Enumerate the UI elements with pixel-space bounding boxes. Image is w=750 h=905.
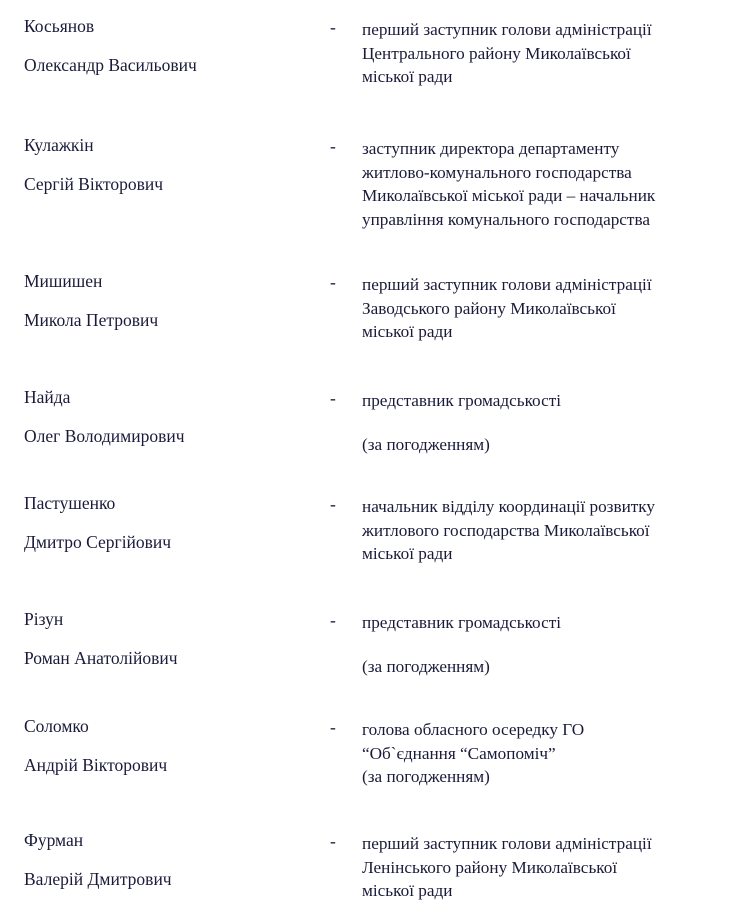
role-line: перший заступник голови адміністрації [362,275,652,294]
role-line: Заводського району Миколаївської [362,298,616,318]
person-name-cell [0,832,330,888]
role-line: перший заступник голови адміністрації [362,834,652,853]
person-name-cell [0,137,330,193]
separator-dash [330,832,362,852]
person-name-cell [0,611,330,667]
person-name-cell [0,273,330,329]
person-surname: Мишишен [24,271,103,291]
person-given-name: Микола Петрович [24,309,159,330]
person-surname: Кулажкін [24,135,94,155]
separator-dash [330,718,362,738]
person-surname: Пастушенко [24,493,116,513]
dash-glyph: - [330,494,336,514]
person-name-cell [0,18,330,74]
role-line: міської ради [362,322,453,341]
person-role-cell [362,273,750,344]
role-line: міської ради [362,544,453,563]
role-note [362,655,730,679]
role-description [362,611,730,635]
role-line: управління комунального господарства [362,209,650,229]
role-line: Ленінського району Миколаївської [362,857,618,877]
person-role-cell [362,611,750,678]
list-item [0,137,750,231]
person-role-cell [362,18,750,89]
person-given-name: Дмитро Сергійович [24,531,172,552]
role-description [362,495,730,566]
dash-glyph: - [330,272,336,292]
list-item [0,832,750,903]
dash-glyph: - [330,17,336,37]
person-name-cell [0,495,330,551]
dash-glyph: - [330,831,336,851]
person-role-cell [362,495,750,566]
role-note-line: (за погодженням) [362,434,490,454]
role-line: міської ради [362,67,453,86]
role-line: Миколаївської міської ради – начальник [362,186,656,205]
person-role-cell [362,832,750,903]
dash-glyph: - [330,136,336,156]
person-given-name: Олег Володимирович [24,425,185,446]
role-note-line: (за погодженням) [362,656,490,676]
role-note [362,433,730,457]
separator-dash [330,389,362,409]
role-line: перший заступник голови адміністрації [362,20,652,39]
person-given-name: Сергій Вікторович [24,173,164,194]
dash-glyph: - [330,610,336,630]
dash-glyph: - [330,717,336,737]
person-surname: Косьянов [24,16,95,36]
role-description [362,832,730,903]
person-role-cell [362,389,750,456]
person-role-cell [362,137,750,231]
role-line: “Об`єднання “Самопоміч” [362,743,556,763]
role-line: (за погодженням) [362,767,490,786]
dash-glyph: - [330,388,336,408]
person-role-cell [362,718,750,789]
role-line: Центрального району Миколаївської [362,43,631,63]
role-description [362,18,730,89]
role-line: начальник відділу координації розвитку [362,497,655,516]
separator-dash [330,273,362,293]
role-line: голова обласного осередку ГО [362,720,585,739]
list-item [0,273,750,344]
role-line: представник громадськості [362,613,561,632]
separator-dash [330,611,362,631]
role-description [362,273,730,344]
list-item [0,718,750,789]
separator-dash [330,495,362,515]
role-description [362,137,730,231]
person-given-name: Олександр Васильович [24,54,197,75]
list-item [0,611,750,678]
role-line: представник громадськості [362,391,561,410]
role-line: заступник директора департаменту [362,139,620,158]
role-description [362,389,730,413]
person-given-name: Роман Анатолійович [24,647,178,668]
separator-dash [330,18,362,38]
person-given-name: Андрій Вікторович [24,754,168,775]
role-line: житлово-комунального господарства [362,162,632,182]
person-surname: Соломко [24,716,89,736]
role-description [362,718,730,789]
person-name-cell [0,718,330,774]
list-item [0,18,750,89]
list-item [0,389,750,456]
separator-dash [330,137,362,157]
person-surname: Найда [24,387,71,407]
role-line: житлового господарства Миколаївської [362,520,650,540]
person-surname: Різун [24,609,64,629]
role-line: міської ради [362,881,453,900]
person-surname: Фурман [24,830,84,850]
person-name-cell [0,389,330,445]
list-item [0,495,750,566]
person-given-name: Валерій Дмитрович [24,868,172,889]
